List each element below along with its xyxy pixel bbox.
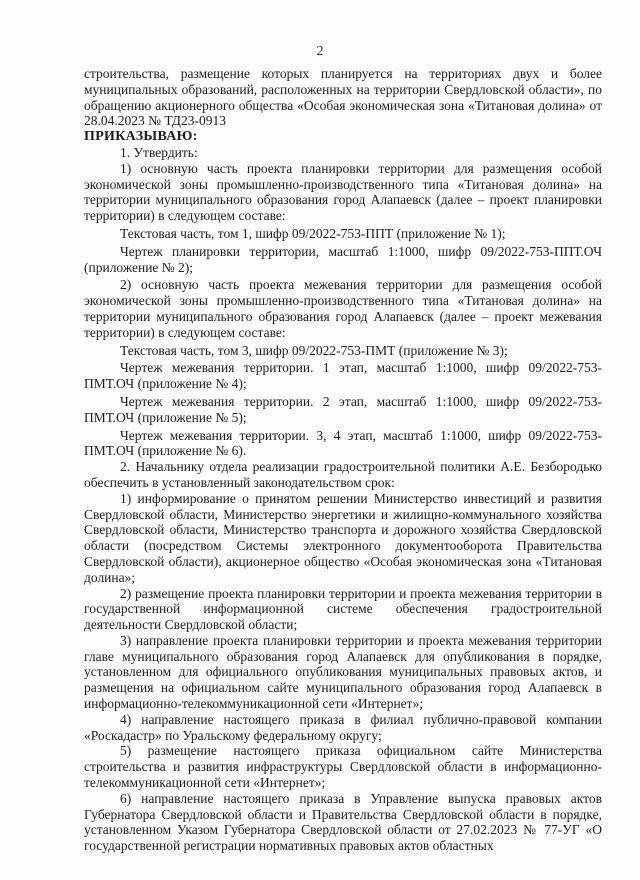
paragraph-item-2-4: 4) направление настоящего приказа в филиал публично-правовой компании «Роскадастр» по Уральскому федеральному округу; <box>84 711 602 743</box>
paragraph-item-2-2: 2) размещение проекта планировки территории и проекта межевания территории в государственной информационной системе обеспечения градостроительной деятельности Свердловской области; <box>84 585 602 633</box>
order-heading: ПРИКАЗЫВАЮ: <box>84 129 198 145</box>
paragraph-continuation: строительства, размещение которых планируется на территориях двух и более муниципальных образований, расположенных на территории Свердловской области», по обращению акционерного общества «Особая экономическая зона «Титановая долина» от 28.04.2023 № ТД23-0913 <box>84 66 602 129</box>
paragraph-drawing-stage-3-4: Чертеж межевания территории. 3, 4 этап, масштаб 1:1000, шифр 09/2022-753-ПМТ.ОЧ (приложение № 6). <box>84 427 602 459</box>
paragraph-item-2: 2. Начальнику отдела реализации градостроительной политики А.Е. Безбородько обеспечить в установленный законодательством срок: <box>84 459 602 490</box>
paragraph-drawing-stage-1: Чертеж межевания территории. 1 этап, масштаб 1:1000, шифр 09/2022-753-ПМТ.ОЧ (приложение № 4); <box>84 360 602 392</box>
paragraph-item-2-5: 5) размещение настоящего приказа официальном сайте Министерства строительства и развития инфраструктуры Свердловской области в информационно-телекоммуникационной сети «Интернет»; <box>84 743 602 791</box>
paragraph-item-1-2: 2) основную часть проекта межевания территории для размещения особой экономической зоны промышленно-производственного типа «Титановая долина» на территории муниципального образования город Алапаевск (далее – проект межевания территории) в следующем составе: <box>84 277 602 340</box>
paragraph-item-2-3: 3) направление проекта планировки территории и проекта межевания территории главе муниципального образования город Алапаевск для опубликования в порядке, установленном для официального опубликования муниципальных правовых актов, и размещения на официальном сайте муниципального образования город Алапаевск в информационно-телекоммуникационной сети «Интернет»; <box>84 632 602 712</box>
paragraph-drawing-stage-2: Чертеж межевания территории. 2 этап, масштаб 1:1000, шифр 09/2022-753-ПМТ.ОЧ (приложение № 5); <box>84 393 602 425</box>
paragraph-item-2-1: 1) информирование о принятом решении Министерство инвестиций и развития Свердловской области, Министерство энергетики и жилищно-коммунального хозяйства Свердловской области, Министерство транспорта и дорожного хозяйства Свердловской области (посредством Системы электронного документооборота Правительства Свердловской области), акционерное общество «Особая экономическая зона «Титановая долина»; <box>84 490 602 585</box>
paragraph-item-1-1: 1) основную часть проекта планировки территории для размещения особой экономической зоны промышленно-производственного типа «Титановая долина» на территории муниципального образования город Алапаевск (далее – проект планировки территории) в следующем составе: <box>84 160 602 224</box>
document-body <box>84 66 602 854</box>
paragraph-text-volume-3: Текстовая часть, том 3, шифр 09/2022-753-ПМТ (приложение № 3); <box>120 342 508 358</box>
page-number: 2 <box>316 44 324 59</box>
paragraph-drawing-plan: Чертеж планировки территории, масштаб 1:1000, шифр 09/2022-753-ППТ.ОЧ (приложение № 2); <box>84 243 602 275</box>
paragraph-item-1: 1. Утвердить: <box>120 144 198 160</box>
paragraph-item-2-6: 6) направление настоящего приказа в Управление выпуска правовых актов Губернатора Свердловской области и Правительства Свердловской области в порядке, установленном Указом Губернатора Свердловской области от 27.02.2023 № 77-УГ «О государственной регистрации нормативных правовых актов областных <box>84 790 602 854</box>
paragraph-text-volume-1: Текстовая часть, том 1, шифр 09/2022-753-ППТ (приложение № 1); <box>120 225 506 241</box>
